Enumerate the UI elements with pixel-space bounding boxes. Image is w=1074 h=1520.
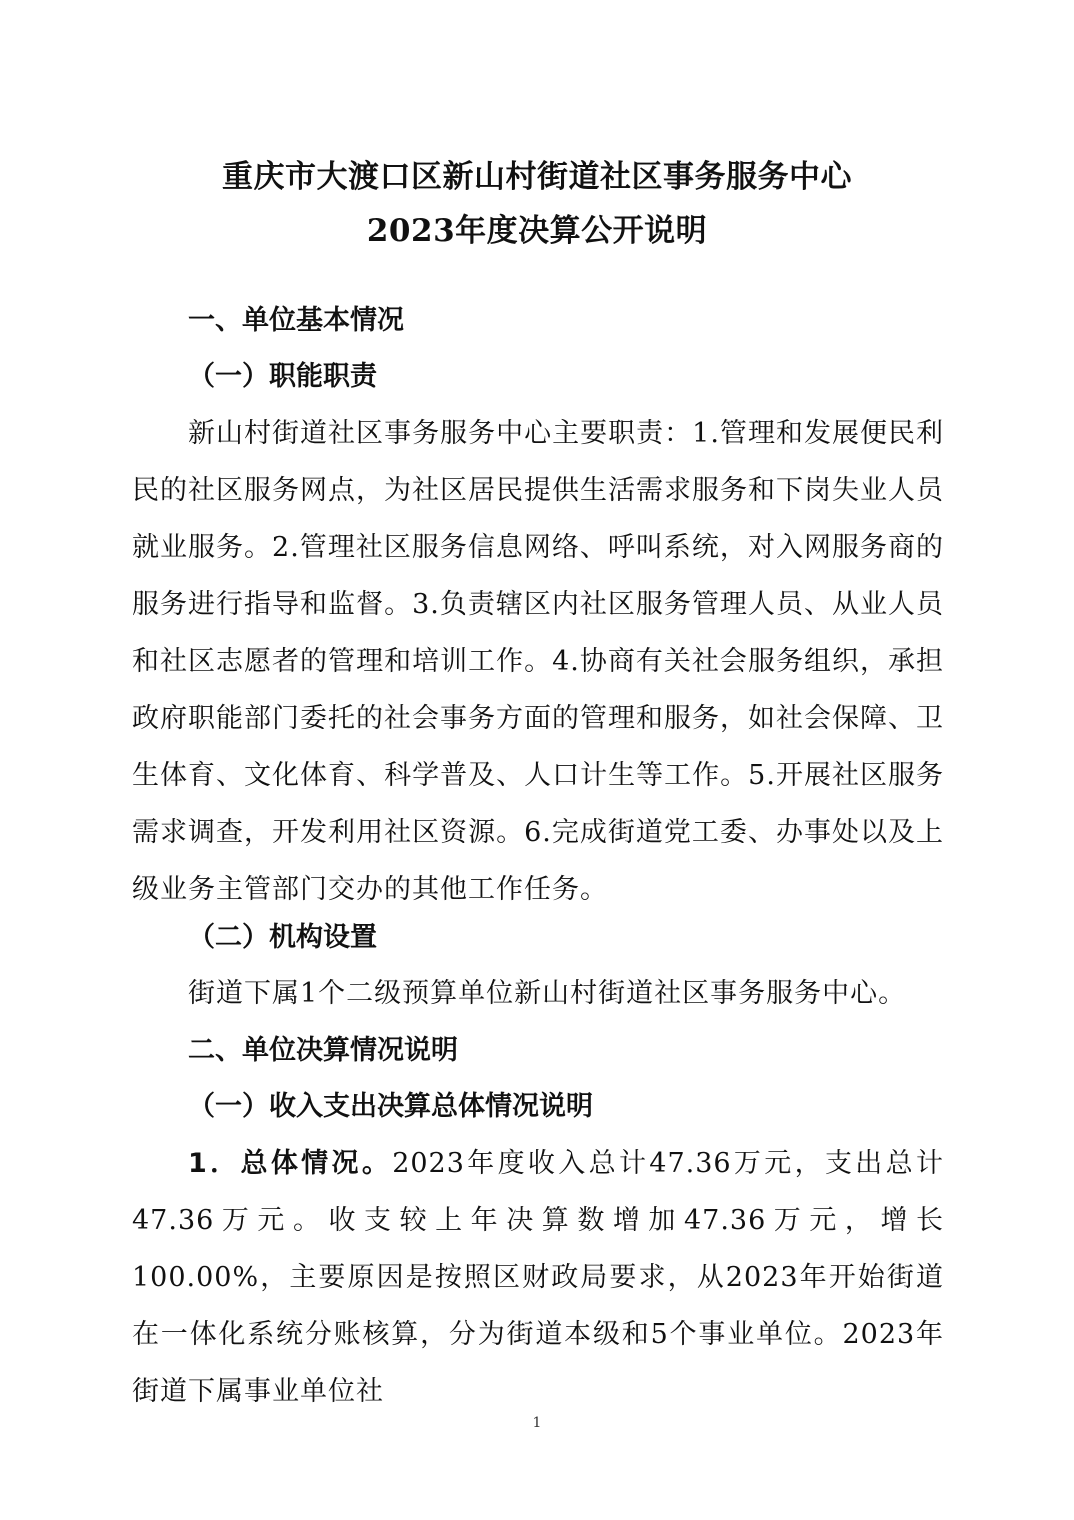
- subsection-heading-organization: （二）机构设置: [188, 922, 377, 953]
- subsection-heading-income-expenditure: （一）收入支出决算总体情况说明: [188, 1091, 593, 1122]
- section-heading-basic-info: 一、单位基本情况: [188, 305, 404, 336]
- section-heading-final-accounts: 二、单位决算情况说明: [188, 1035, 458, 1066]
- paragraph-functions: 新山村街道社区事务服务中心主要职责：1.管理和发展便民利民的社区服务网点，为社区居民提供生活需求服务和下岗失业人员就业服务。2.管理社区服务信息网络、呼叫系统，对入网服务商的服务进行指导和监督。3.负责辖区内社区服务管理人员、从业人员和社区志愿者的管理和培训工作。4.协商有关社会服务组织，承担政府职能部门委托的社会事务方面的管理和服务，如社会保障、卫生体育、文化体育、科学普及、人口计生等工作。5.开展社区服务需求调查，开发利用社区资源。6.完成街道党工委、办事处以及上级业务主管部门交办的其他工作任务。: [132, 418, 944, 905]
- paragraph-lead-overall: 1．总体情况。: [188, 1148, 393, 1179]
- subsection-heading-functions: （一）职能职责: [188, 361, 377, 392]
- document-title-line-2: 2023年度决算公开说明: [366, 213, 708, 249]
- paragraph-overall-text: 2023年度收入总计47.36万元，支出总计47.36万元。收支较上年决算数增加47.36万元，增长100.00%，主要原因是按照区财政局要求，从2023年开始街道在一体化系统分账核算，分为街道本级和5个事业单位。2023年街道下属事业单位社: [132, 1148, 944, 1407]
- paragraph-overall-situation: [132, 1135, 944, 1420]
- document-title-line-1: 重庆市大渡口区新山村街道社区事务服务中心: [222, 159, 852, 195]
- page-number: 1: [532, 1415, 542, 1431]
- paragraph-organization: 街道下属1个二级预算单位新山村街道社区事务服务中心。: [188, 978, 907, 1009]
